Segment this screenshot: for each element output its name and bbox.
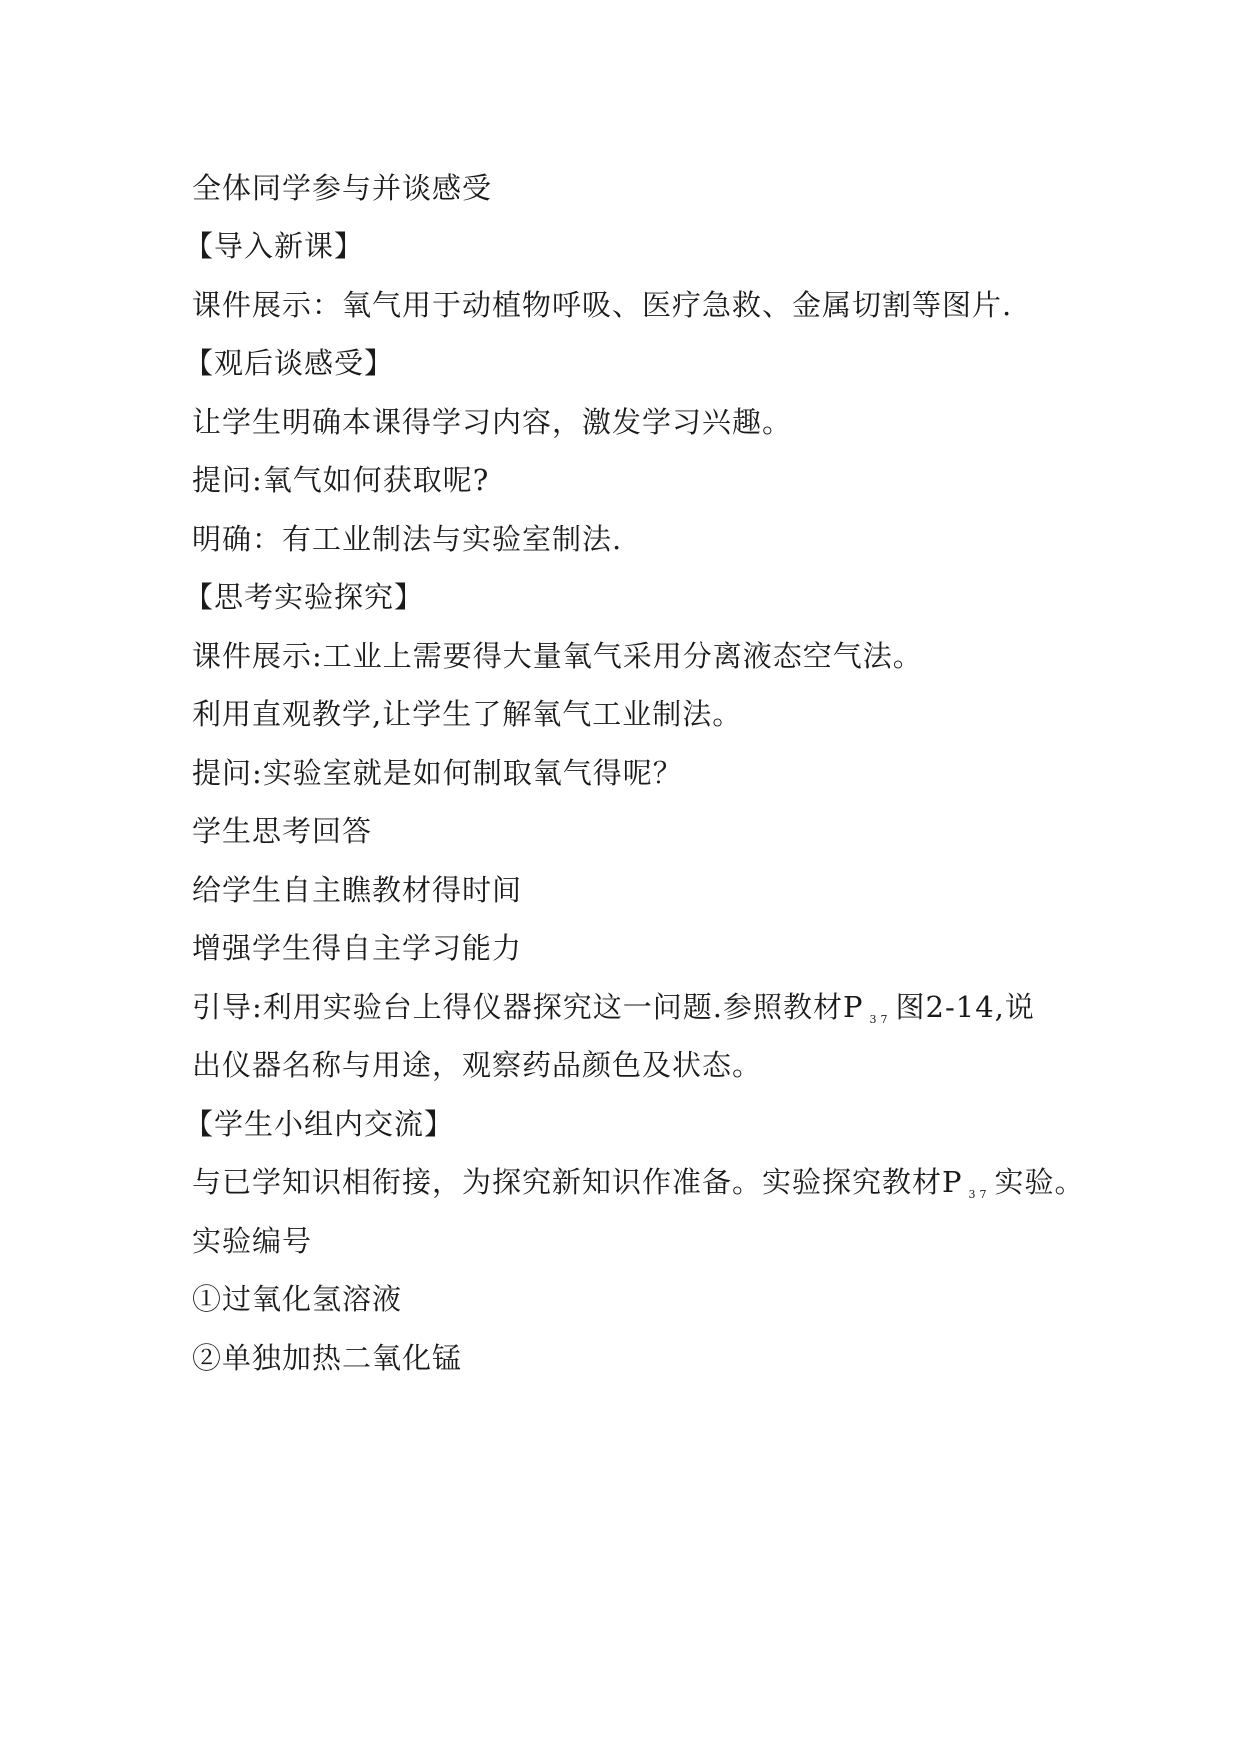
section-heading-group: 【学生小组内交流】: [184, 1107, 455, 1141]
experiment-item-2: ②单独加热二氧化锰: [192, 1341, 463, 1375]
experiment-label: 实验编号: [192, 1224, 313, 1258]
section-heading-reflection: 【观后谈感受】: [184, 346, 395, 380]
paragraph-line: 课件展示：氧气用于动植物呼吸、医疗急救、金属切割等图片.: [192, 288, 1013, 322]
paragraph-line: 利用直观教学,让学生了解氧气工业制法。: [192, 697, 743, 731]
section-heading-intro: 【导入新课】: [184, 229, 365, 263]
connect-line-text-end: 实验。: [994, 1165, 1085, 1199]
paragraph-line: 课件展示:工业上需要得大量氧气采用分离液态空气法。: [192, 639, 923, 673]
paragraph-line: 提问:实验室就是如何制取氧气得呢？: [192, 756, 683, 790]
paragraph-line: 让学生明确本课得学习内容，激发学习兴趣。: [192, 405, 793, 439]
section-heading-inquiry: 【思考实验探究】: [184, 580, 425, 614]
connect-line: [192, 1164, 1085, 1213]
experiment-item-1: ①过氧化氢溶液: [192, 1282, 403, 1316]
page-subscript: 37: [869, 1013, 892, 1026]
page-subscript: 37: [968, 1188, 991, 1201]
guide-line: [192, 989, 1035, 1038]
paragraph-line: 提问:氧气如何获取呢?: [192, 463, 490, 497]
paragraph-line: 全体同学参与并谈感受: [192, 171, 493, 205]
paragraph-line: 出仪器名称与用途，观察药品颜色及状态。: [192, 1048, 763, 1082]
guide-line-text: 引导:利用实验台上得仪器探究这一问题.参照教材P: [192, 990, 864, 1024]
paragraph-line: 学生思考回答: [192, 814, 373, 848]
paragraph-line: 给学生自主瞧教材得时间: [192, 873, 523, 907]
paragraph-line: 增强学生得自主学习能力: [192, 931, 523, 965]
connect-line-text: 与已学知识相衔接，为探究新知识作准备。实验探究教材P: [192, 1165, 963, 1199]
paragraph-line: 明确：有工业制法与实验室制法.: [192, 522, 623, 556]
guide-line-text-end: 图2-14,说: [895, 990, 1035, 1024]
